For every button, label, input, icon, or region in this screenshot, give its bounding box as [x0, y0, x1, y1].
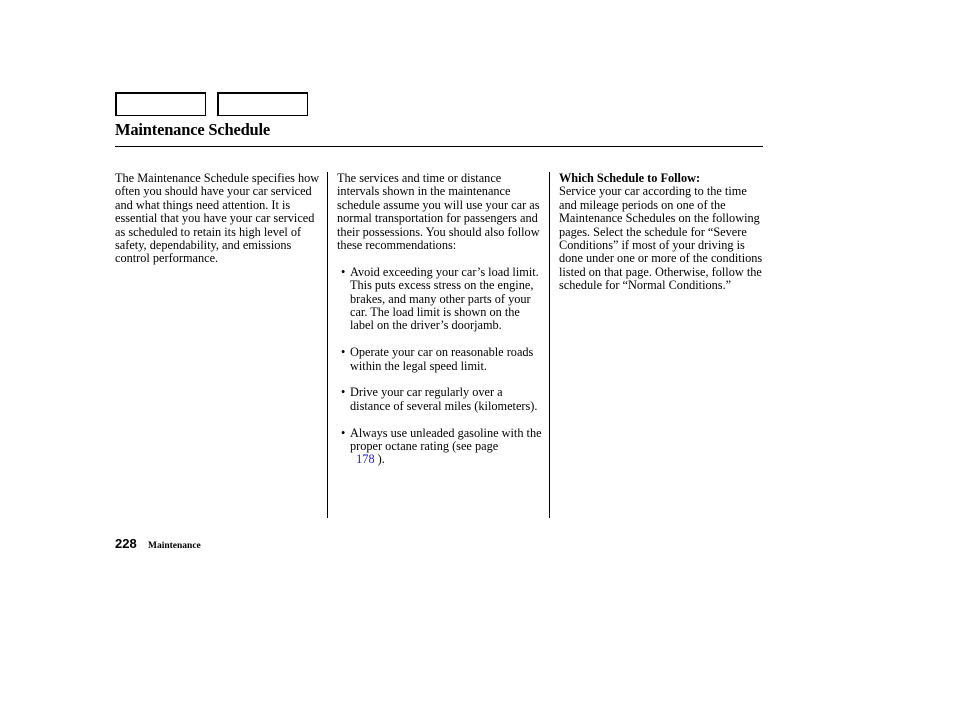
list-item: • Operate your car on reasonable roads within the legal speed limit.	[341, 345, 534, 373]
page-number: 228	[115, 536, 137, 551]
footer-section-label: Maintenance	[148, 541, 201, 551]
list-item: • Drive your car regularly over a distance of several miles (kilometers).	[341, 385, 538, 413]
section-heading: Which Schedule to Follow:	[559, 171, 701, 185]
page-link[interactable]: 178	[356, 452, 375, 467]
column-divider-1	[327, 172, 328, 518]
page-title: Maintenance Schedule	[115, 120, 271, 139]
next-page-button[interactable]	[217, 92, 308, 116]
bullet-icon: •	[341, 264, 346, 279]
bullet-icon: •	[341, 385, 346, 400]
recommendations-list	[337, 266, 543, 467]
previous-page-button[interactable]	[115, 92, 206, 116]
intro-paragraph: The Maintenance Schedule specifies how often you should have your car serviced and what things need attention. It is essential that you have your car serviced as scheduled to retain its high level of safety, dependability, and emissions control performance.	[115, 171, 320, 266]
list-item: • Always use unleaded gasoline with the proper octane rating (see page 178 ).	[341, 425, 542, 467]
bullet-icon: •	[341, 425, 346, 440]
schedule-paragraph: Service your car according to the time and mileage periods on one of the Maintenance Schedules on the following pages. Select the schedule for “Severe Conditions” if most of your driving is done under one or more of the conditions listed on that page. Otherwise, follow the schedule for “Normal Conditions.”	[559, 184, 763, 293]
column-2	[337, 172, 543, 480]
list-item: • Avoid exceeding your car’s load limit. This puts excess stress on the engine, brakes, and many other parts of your car. The load limit is shown on the label on the driver’s doorjamb.	[341, 264, 539, 333]
column-divider-2	[549, 172, 550, 518]
column-3	[559, 172, 763, 293]
title-divider	[115, 146, 763, 147]
bullet-icon: •	[341, 345, 346, 360]
column-1	[115, 172, 323, 266]
recommendations-intro: The services and time or distance intervals shown in the maintenance schedule assume you will use your car as normal transportation for passengers and their possessions. You should also follow these recommendations:	[337, 171, 540, 253]
